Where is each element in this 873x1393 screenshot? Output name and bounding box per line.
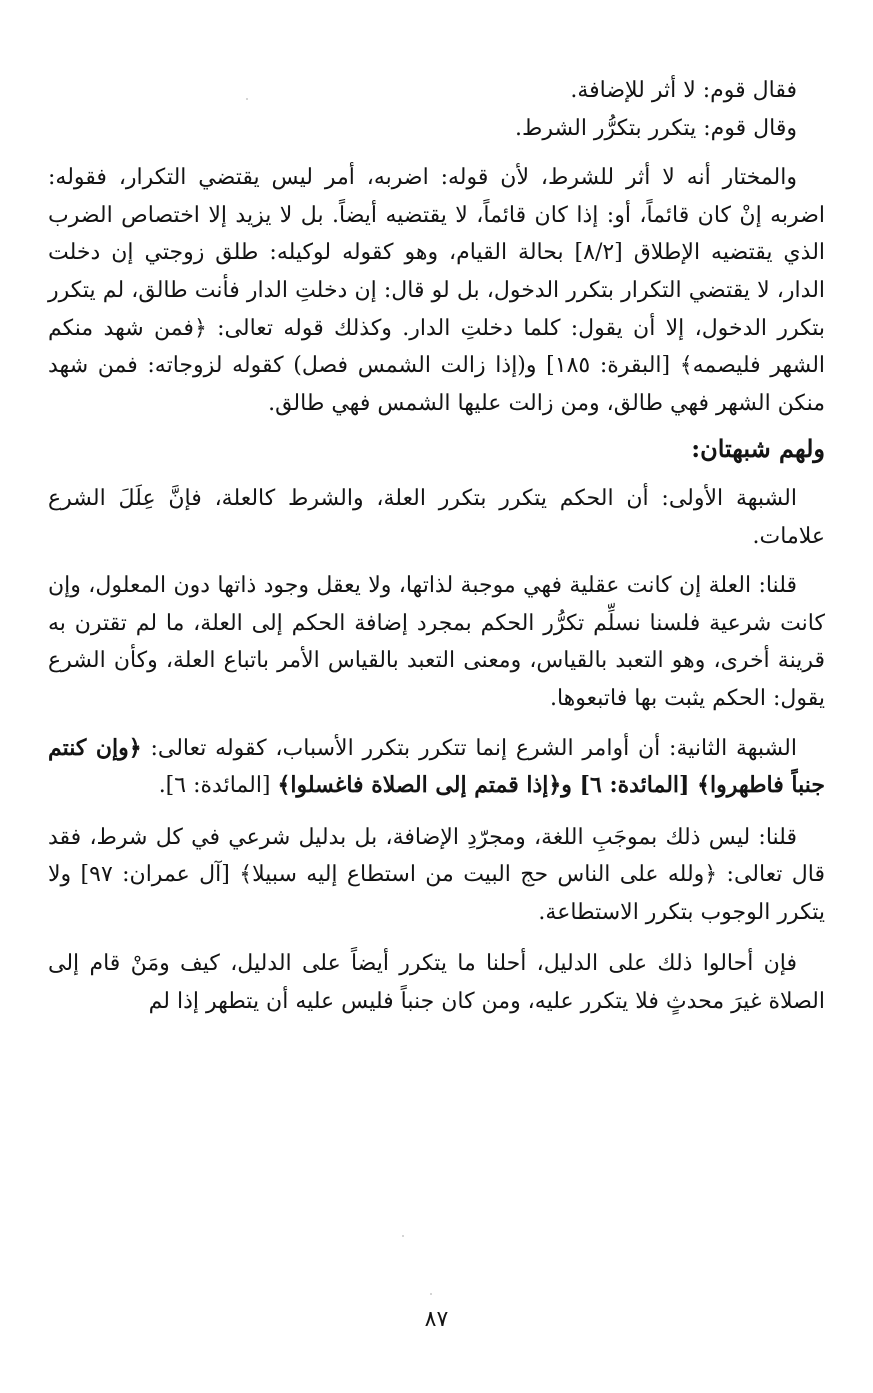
paragraph-second-reply	[48, 819, 825, 932]
text-line: وقال قوم: يتكرر بتكرُّر الشرط.	[515, 115, 797, 141]
text-line: فإن أحالوا ذلك على الدليل، أحلنا ما يتكرر أيضاً على الدليل، كيف ومَنْ قام	[89, 951, 798, 977]
text-line bold: ﴿وإن كنتم جنباً فاطهروا﴾ [المائدة: ٦] و﴿إذا قمتم إلى الصلاة فاغسلوا﴾	[48, 734, 825, 799]
text-line: شرط، فقد قال تعالى: ﴿ولله على الناس حج البيت من استطاع إليه سبيلا﴾ [آل	[48, 824, 825, 888]
text-line: [المائدة: ٦].	[158, 773, 271, 799]
paragraph-first-objection	[48, 480, 825, 555]
text-line: الشبهة الأولى: أن الحكم يتكرر بتكرر العلة، والشرط كالعلة، فإنَّ عِلَلَ الشرع	[48, 485, 797, 511]
text-line: العلة، ما لم تقترن به قرينة أخرى، وهو التعبد بالقياس، ومعنى التعبد بالقياس	[48, 610, 825, 674]
paragraph-first-reply	[48, 567, 825, 717]
text-line: عمران: ٩٧] ولا يتكرر الوجوب بتكرر الاستطاعة.	[48, 862, 825, 925]
text-line: علامات.	[752, 523, 825, 549]
page-body	[48, 72, 825, 1021]
text-line: قلنا: العلة إن كانت عقلية فهي موجبة لذاتها، ولا يعقل وجود ذاتها دون	[173, 573, 797, 599]
text-line: ولهم شبهتان:	[691, 434, 825, 464]
scan-speck	[402, 1235, 404, 1237]
paragraph-first-opinion	[48, 72, 825, 110]
scan-speck	[246, 98, 248, 100]
text-line: طلق زوجتي إن دخلت الدار، لا يقتضي التكرار بتكرر الدخول، بل لو قال: إن	[48, 240, 826, 303]
text-line: اختصاص الضرب الذي يقتضيه الإطلاق [٨/٢] بحالة القيام، وهو كقوله لوكيله:	[48, 202, 826, 266]
scan-speck	[430, 1293, 432, 1295]
text-line: دخلتِ الدار فأنت طالق، لم يتكرر بتكرر الدخول، إلا أن يقول: كلما دخلتِ	[48, 277, 825, 341]
paragraph-final	[48, 945, 825, 1020]
paragraph-chosen-view	[48, 159, 825, 422]
text-line: الدار. وكذلك قوله تعالى: ﴿فمن شهد منكم الشهر فليصمه﴾ [البقرة: ١٨٥] و(إذا	[48, 315, 826, 379]
paragraph-second-opinion	[48, 110, 825, 148]
text-line: والمختار أنه لا أثر للشرط، لأن قوله: اضربه، أمر ليس يقتضي التكرار،	[118, 165, 797, 191]
text-line: زالت الشمس فصل) كقوله لزوجاته: فمن شهد منكن الشهر فهي طالق، ومن زالت	[48, 353, 825, 416]
page-number: ٨٧	[424, 1307, 449, 1332]
text-line: إلى الصلاة غيرَ محدثٍ فلا يتكرر عليه، ومن كان جنباً فليس عليه أن يتطهر إذا لم	[48, 951, 825, 1015]
text-line: فقال قوم: لا أثر للإضافة.	[570, 78, 797, 103]
paragraph-second-objection	[48, 730, 825, 805]
text-line: قلنا: ليس ذلك بموجَبِ اللغة، ومجرّدِ الإضافة، بل بدليل شرعي في كل	[155, 824, 797, 850]
text-line: فقوله: اضربه إنْ كان قائماً، أو: إذا كان قائماً، لا يقتضيه أيضاً. بل لا يزيد إلا	[48, 165, 825, 228]
text-line: عليها الشمس فهي طالق.	[268, 390, 502, 416]
section-heading	[48, 430, 825, 468]
text-line: المعلول، وإن كانت شرعية فلسنا نسلِّم تكرُّر الحكم بمجرد إضافة الحكم إلى	[48, 573, 825, 636]
text-line: الأمر باتباع العلة، وكأن الشرع يقول: الحكم يثبت بها فاتبعوها.	[48, 648, 825, 711]
text-line: الشبهة الثانية: أن أوامر الشرع إنما تتكرر بتكرر الأسباب، كقوله تعالى:	[150, 735, 797, 761]
